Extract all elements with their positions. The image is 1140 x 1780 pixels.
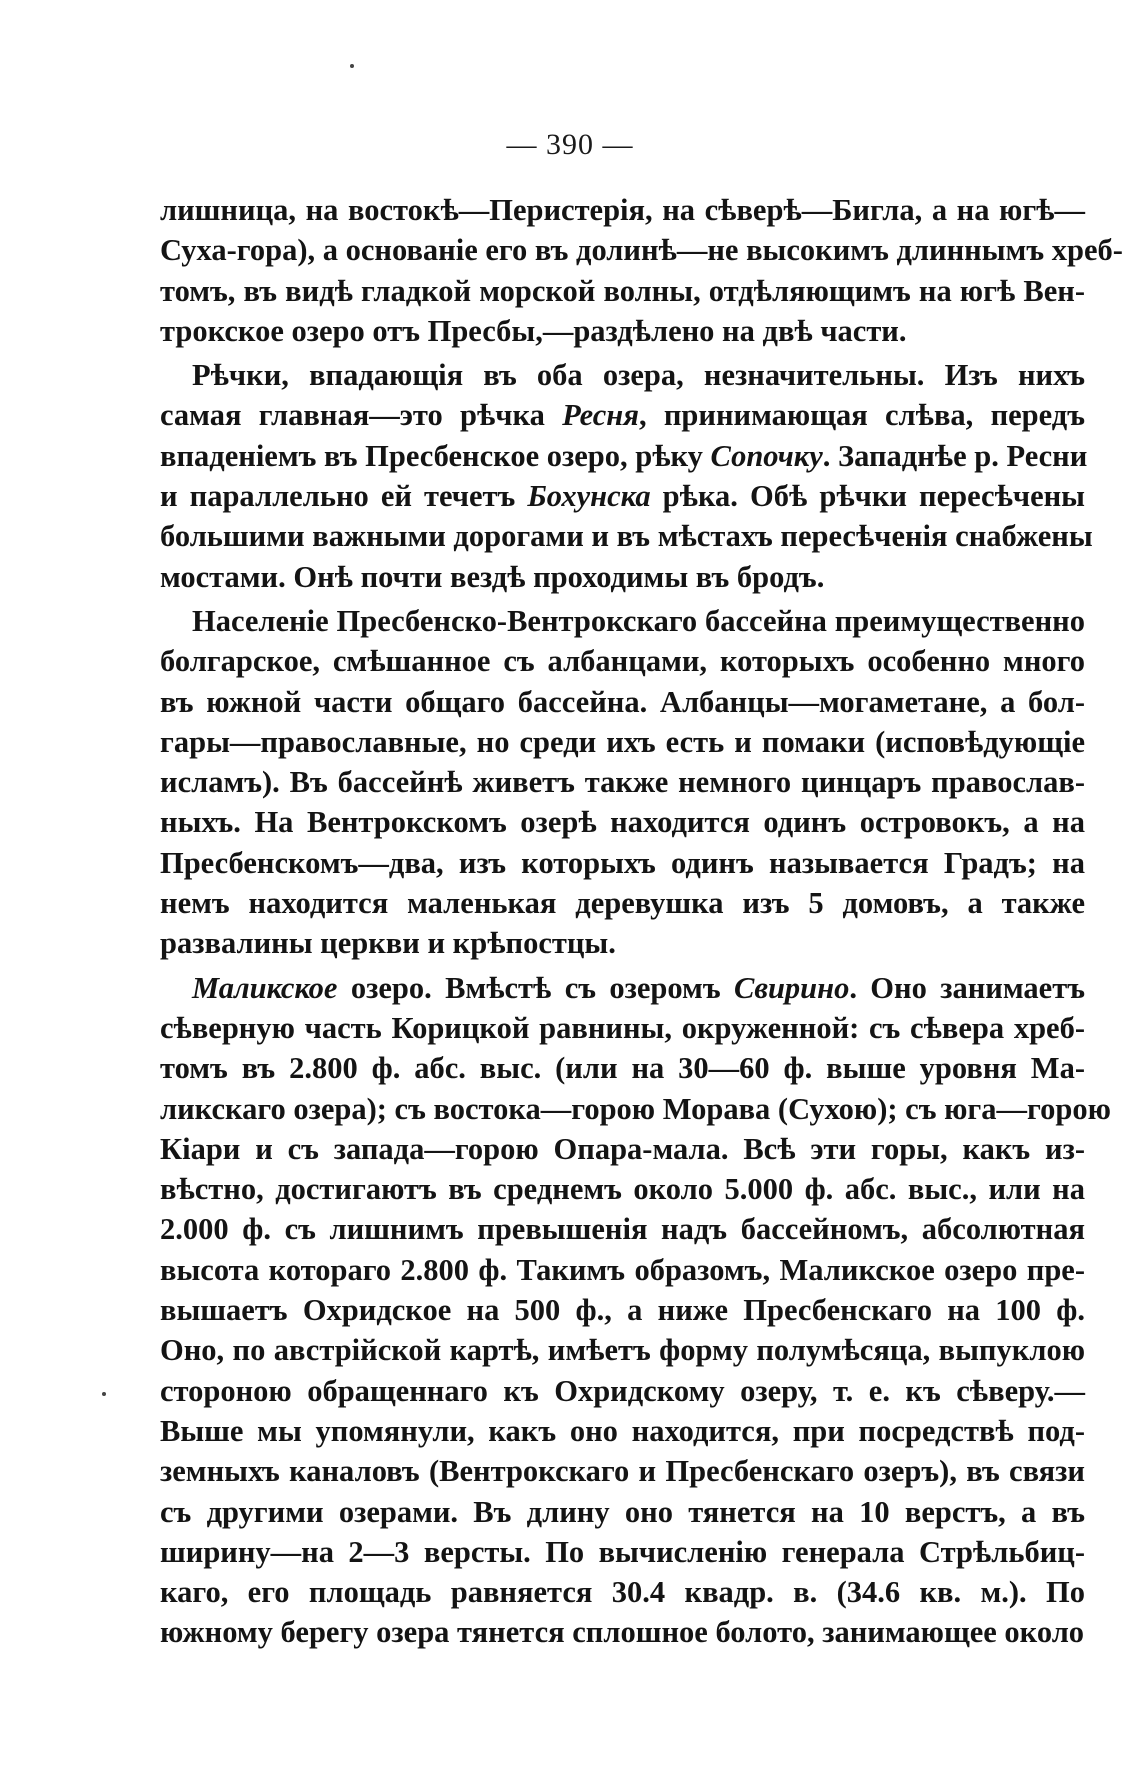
text-line: и параллельно ей течетъ Бохунска рѣка. Обѣ рѣчки пересѣчены <box>160 479 1085 514</box>
italic-term: Свирино <box>733 970 850 1005</box>
print-speck <box>350 64 354 68</box>
text-line: болгарское, смѣшанное съ албанцами, которыхъ особенно много <box>160 644 1085 679</box>
italic-term: Бохунска <box>527 479 651 514</box>
text-line: Населеніе Пресбенско-Вентрокскаго бассейна преимущественно <box>192 603 1085 638</box>
text-line: исламъ). Въ бассейнѣ живетъ также немного цинцаръ православ- <box>160 765 1085 800</box>
paragraph <box>160 601 1085 964</box>
text-line: Маликское озеро. Вмѣстѣ съ озеромъ Свирино. Оно занимаетъ <box>192 970 1085 1005</box>
text-line: вѣстно, достигаютъ въ среднемъ около 5.000 ф. абс. выс., или на <box>160 1172 1085 1207</box>
text-line: Суха-гора), а основаніе его въ долинѣ—не высокимъ длиннымъ хреб- <box>160 233 1123 268</box>
text-line: Оно, по австрійской картѣ, имѣетъ форму полумѣсяца, выпуклою <box>160 1333 1085 1368</box>
text-line: въ южной части общаго бассейна. Албанцы—могаметане, а бол- <box>160 684 1085 719</box>
text-line: томъ, въ видѣ гладкой морской волны, отдѣляющимъ на югѣ Вен- <box>160 273 1085 308</box>
text-line: Рѣчки, впадающія въ оба озера, незначительны. Изъ нихъ <box>192 358 1085 393</box>
text-line: лишница, на востокѣ—Перистерія, на сѣверѣ—Бигла, а на югѣ— <box>160 193 1085 227</box>
text-line: Пресбенскомъ—два, изъ которыхъ одинъ называется Градъ; на <box>160 845 1085 880</box>
text-line: южному берегу озера тянется сплошное болото, занимающее около <box>160 1615 1085 1650</box>
text-line: трокское озеро отъ Пресбы,—раздѣлено на двѣ части. <box>160 313 907 348</box>
text-line: высота котораго 2.800 ф. Такимъ образомъ, Маликское озеро пре- <box>160 1252 1085 1287</box>
text-line: мостами. Онѣ почти вездѣ проходимы въ бродъ. <box>160 559 825 594</box>
text-line: немъ находится маленькая деревушка изъ 5 домовъ, а также <box>160 886 1085 921</box>
text-line: томъ въ 2.800 ф. абс. выс. (или на 30—60 ф. выше уровня Ма- <box>160 1051 1085 1086</box>
text-line: Выше мы упомянули, какъ оно находится, при посредствѣ под- <box>160 1413 1085 1448</box>
paragraph <box>160 190 1123 351</box>
text-line: стороною обращеннаго къ Охридскому озеру, т. е. къ сѣверу.— <box>160 1373 1085 1408</box>
text-line: развалины церкви и крѣпостцы. <box>160 926 616 961</box>
italic-term: Сопочку <box>710 438 823 473</box>
text-line: ликскаго озера); съ востока—горою Морава (Сухою); съ юга—горою <box>160 1091 1111 1126</box>
text-line: самая главная—это рѣчка Ресня, принимающая слѣва, передъ <box>160 398 1085 433</box>
text-line: большими важными дорогами и въ мѣстахъ пересѣченія снабжены <box>160 519 1093 554</box>
text-line: каго, его площадь равняется 30.4 квадр. в. (34.6 кв. м.). По <box>160 1575 1085 1610</box>
paragraph <box>160 968 1111 1653</box>
text-line: 2.000 ф. съ лишнимъ превышенія надъ бассейномъ, абсолютная <box>160 1212 1085 1247</box>
text-line: Кіари и съ запада—горою Опара-мала. Всѣ эти горы, какъ из- <box>160 1131 1085 1166</box>
page-number: — 390 — <box>506 128 634 161</box>
text-line: ныхъ. На Вентрокскомъ озерѣ находится одинъ островокъ, а на <box>160 805 1085 840</box>
italic-term: Ресня <box>562 398 639 433</box>
text-line: земныхъ каналовъ (Вентрокскаго и Пресбенскаго озеръ), въ связи <box>160 1454 1085 1489</box>
text-line: съ другими озерами. Въ длину оно тянется на 10 верстъ, а въ <box>160 1494 1085 1529</box>
text-line: сѣверную часть Корицкой равнины, окруженной: съ сѣвера хреб- <box>160 1010 1085 1045</box>
italic-term: Маликское <box>192 970 338 1005</box>
text-line: вышаетъ Охридское на 500 ф., а ниже Пресбенскаго на 100 ф. <box>160 1293 1085 1328</box>
paragraph <box>160 355 1093 597</box>
text-line: впаденіемъ въ Пресбенское озеро, рѣку Сопочку. Западнѣе р. Ресни <box>160 438 1088 473</box>
print-speck <box>102 1392 106 1396</box>
text-line: ширину—на 2—3 версты. По вычисленію генерала Стрѣльбиц- <box>160 1534 1085 1569</box>
body-text <box>160 190 1123 1653</box>
text-line: гары—православные, но среди ихъ есть и помаки (исповѣдующіе <box>160 724 1085 759</box>
